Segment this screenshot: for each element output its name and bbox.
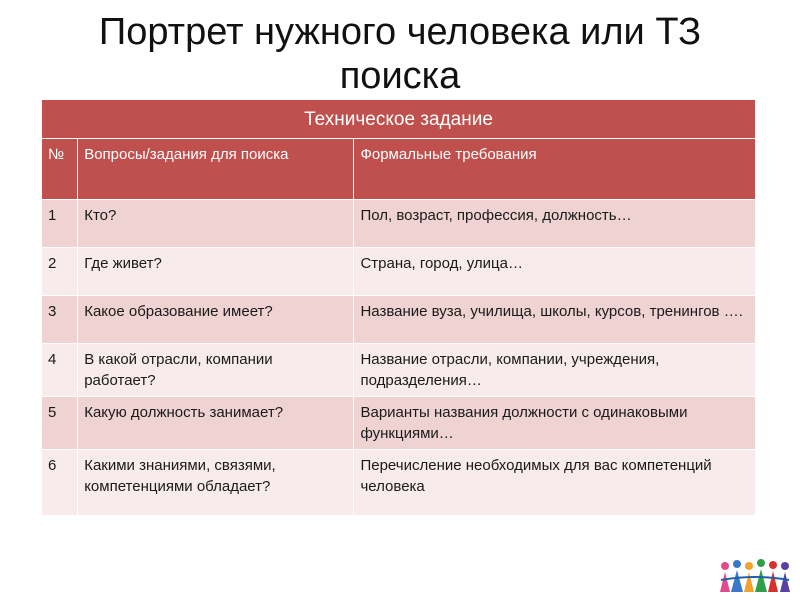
row-requirement: Страна, город, улица… xyxy=(354,248,756,296)
table-row xyxy=(42,450,756,516)
row-number: 1 xyxy=(42,200,78,248)
table-row xyxy=(42,296,756,344)
table-header-row xyxy=(42,139,756,200)
table-row xyxy=(42,397,756,450)
table-row xyxy=(42,248,756,296)
row-question: Где живет? xyxy=(78,248,354,296)
header-number: № xyxy=(42,139,78,200)
row-number: 4 xyxy=(42,344,78,397)
row-question: Какую должность занимает? xyxy=(78,397,354,450)
row-requirement: Варианты названия должности с одинаковыми функциями… xyxy=(354,397,756,450)
table-caption: Техническое задание xyxy=(42,100,756,139)
row-requirement: Название вуза, училища, школы, курсов, тренингов …. xyxy=(354,296,756,344)
row-question: В какой отрасли, компании работает? xyxy=(78,344,354,397)
row-question: Кто? xyxy=(78,200,354,248)
people-group-icon xyxy=(717,556,793,594)
table-row xyxy=(42,200,756,248)
row-question: Какими знаниями, связями, компетенциями обладает? xyxy=(78,450,354,516)
row-question: Какое образование имеет? xyxy=(78,296,354,344)
header-requirements: Формальные требования xyxy=(354,139,756,200)
requirements-table xyxy=(41,100,756,516)
row-number: 3 xyxy=(42,296,78,344)
row-requirement: Название отрасли, компании, учреждения, подразделения… xyxy=(354,344,756,397)
slide-title: Портрет нужного человека или ТЗ поиска xyxy=(98,11,702,97)
row-number: 6 xyxy=(42,450,78,516)
header-questions: Вопросы/задания для поиска xyxy=(78,139,354,200)
row-number: 5 xyxy=(42,397,78,450)
row-number: 2 xyxy=(42,248,78,296)
row-requirement: Перечисление необходимых для вас компетенций человека xyxy=(354,450,756,516)
table-row xyxy=(42,344,756,397)
table-caption-row xyxy=(42,100,756,139)
row-requirement: Пол, возраст, профессия, должность… xyxy=(354,200,756,248)
